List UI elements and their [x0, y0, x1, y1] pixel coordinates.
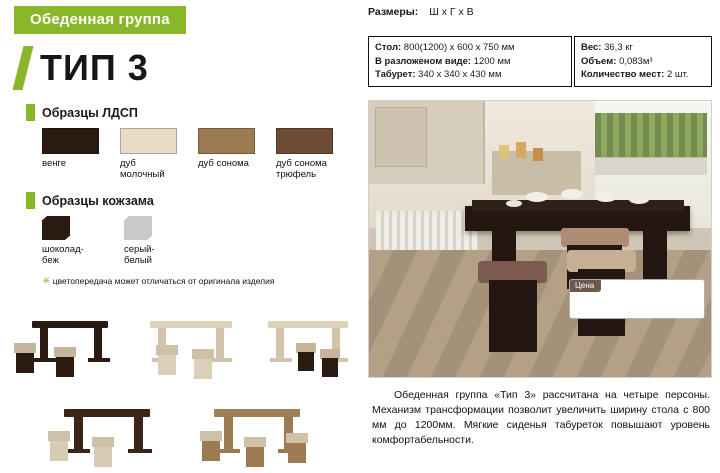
swatch-chip — [120, 128, 177, 154]
spec-row: Табурет: 340 х 340 х 430 мм — [375, 69, 502, 80]
variant-thumb-venge-light-stools[interactable] — [48, 401, 158, 463]
variant-thumb-milk-oak[interactable] — [140, 313, 244, 375]
swatch-label: венге — [42, 158, 67, 169]
spec-row: Стол: 800(1200) х 600 х 750 мм — [375, 42, 515, 53]
dimensions-label: Размеры: — [368, 6, 419, 18]
swatch-chip — [42, 128, 99, 154]
product-photo — [368, 100, 712, 378]
ldsp-section-heading — [26, 104, 138, 121]
leather-swatch-row — [42, 216, 206, 266]
swatch-label: дуб сонома — [198, 158, 249, 169]
weight-volume-table — [574, 36, 712, 87]
color-disclaimer — [42, 276, 274, 287]
slash-accent-icon — [13, 46, 34, 90]
accent-bar-icon — [26, 192, 35, 209]
variant-thumb-venge[interactable] — [14, 313, 114, 375]
spec-row: Количество мест: 2 шт. — [581, 69, 689, 80]
price-tag-caption: Цена — [570, 280, 601, 292]
price-tag — [569, 279, 705, 319]
spec-row: Вес: 36,3 кг — [581, 42, 633, 53]
swatch-sonoma-oak — [198, 128, 260, 180]
dimensions-value: Ш х Г х В — [429, 6, 474, 18]
right-column — [360, 0, 720, 473]
leather-swatch-grey-white — [124, 216, 192, 266]
spec-row: В разложеном виде: 1200 мм — [375, 55, 511, 67]
leather-section-heading — [26, 192, 154, 209]
dimensions-table — [368, 36, 572, 87]
accent-bar-icon — [26, 104, 35, 121]
product-description-text: Обеденная группа «Тип 3» рассчитана на четыре персоны. Механизм трансформации позволит увеличить ширину стола с 800 мм до 1200мм. Мягкие сиденья табуреток повышают уровень комфортабельности. — [372, 389, 710, 446]
swatch-chip — [198, 128, 255, 154]
leather-label: серый- белый — [124, 244, 155, 266]
spec-row: Объем: 0,083м³ — [581, 55, 653, 67]
type-heading — [18, 46, 149, 90]
swatch-sonoma-truffle — [276, 128, 338, 180]
leather-chip — [124, 216, 152, 240]
ldsp-section-title: Образцы ЛДСП — [42, 105, 138, 120]
swatch-label: дуб сонома трюфель — [276, 158, 327, 180]
swatch-label: дуб молочный — [120, 158, 165, 180]
product-description — [372, 388, 710, 448]
ldsp-swatch-row — [42, 128, 354, 180]
swatch-chip — [276, 128, 333, 154]
swatch-venge — [42, 128, 104, 180]
variant-thumb-milk-oak-dark-stools[interactable] — [262, 313, 368, 375]
asterisk-icon: ✳ — [42, 276, 51, 287]
leather-swatch-chocolate-beige — [42, 216, 110, 266]
swatch-milk-oak — [120, 128, 182, 180]
variant-thumbnails — [0, 305, 360, 473]
leather-chip — [42, 216, 70, 240]
variant-thumb-sonoma[interactable] — [200, 401, 318, 463]
color-disclaimer-text: цветопередача может отличаться от оригинала изделия — [52, 276, 275, 286]
leather-section-title: Образцы кожзама — [42, 193, 154, 208]
page-title: Обеденная группа — [14, 6, 186, 34]
leather-label: шоколад- беж — [42, 244, 84, 266]
dimensions-header — [368, 6, 474, 18]
type-label: ТИП 3 — [40, 47, 149, 88]
